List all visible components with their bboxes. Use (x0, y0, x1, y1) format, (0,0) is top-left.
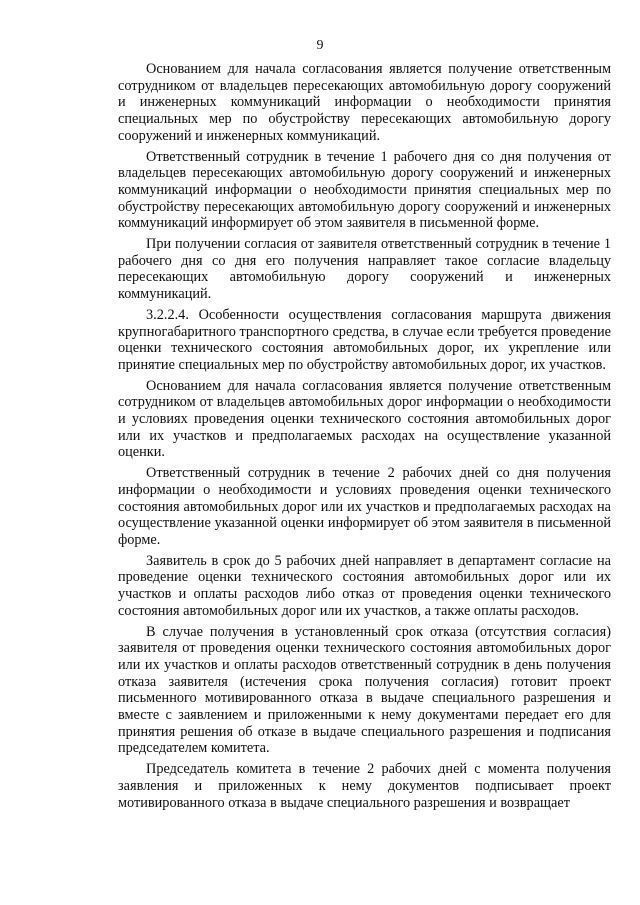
paragraph: Ответственный сотрудник в течение 2 рабочих дней со дня получения информации о необходимости и условиях проведения оценки технического состояния автомобильных дорог или их участков и предполагаемых расходах на осуществление указанной оценки информирует об этом заявителя в письменной форме. (118, 465, 611, 548)
paragraph: При получении согласия от заявителя ответственный сотрудник в течение 1 рабочего дня со дня его получения направляет такое согласие владельцу пересекающих автомобильную дорогу сооружений и инженерных коммуникаций. (118, 236, 611, 303)
paragraph: Основанием для начала согласования является получение ответственным сотрудником от владельцев пересекающих автомобильную дорогу сооружений и инженерных коммуникаций информации о необходимости принятия специальных мер по обустройству пересекающих автомобильную дорогу сооружений и инженерных коммуникаций. (118, 61, 611, 144)
paragraph: В случае получения в установленный срок отказа (отсутствия согласия) заявителя от проведения оценки технического состояния автомобильных дорог или их участков и оплаты расходов ответственный сотрудник в день получения отказа заявителя (истечения срока получения согласия) готовит проект письменного мотивированного отказа в выдаче специального разрешения и вместе с заявлением и приложенными к нему документами передает его для принятия решения об отказе в выдаче специального разрешения и подписания председателем комитета. (118, 623, 611, 757)
document-body (118, 61, 611, 815)
paragraph: Председатель комитета в течение 2 рабочих дней с момента получения заявления и приложенных к нему документов подписывает проект мотивированного отказа в выдаче специального разрешения и возвращает (118, 761, 611, 811)
paragraph: 3.2.2.4. Особенности осуществления согласования маршрута движения крупногабаритного транспортного средства, в случае если требуется проведение оценки технического состояния автомобильных дорог, их укрепление или принятие специальных мер по обустройству автомобильных дорог, их участков. (118, 306, 611, 373)
paragraph: Ответственный сотрудник в течение 1 рабочего дня со дня получения от владельцев пересекающих автомобильную дорогу сооружений и инженерных коммуникаций информации о необходимости принятия специальных мер по обустройству пересекающих автомобильную дорогу сооружений и инженерных коммуникаций информирует об этом заявителя в письменной форме. (118, 148, 611, 232)
paragraph: Основанием для начала согласования является получение ответственным сотрудником от владельцев автомобильных дорог информации о необходимости и условиях проведения оценки технического состояния автомобильных дорог или их участков и предполагаемых расходах на осуществление указанной оценки. (118, 377, 611, 461)
page-number: 9 (316, 38, 324, 53)
paragraph: Заявитель в срок до 5 рабочих дней направляет в департамент согласие на проведение оценки технического состояния автомобильных дорог или их участков и оплаты расходов либо отказ от проведения оценки технического состояния автомобильных дорог или их участков, а также оплаты расходов. (118, 552, 611, 619)
